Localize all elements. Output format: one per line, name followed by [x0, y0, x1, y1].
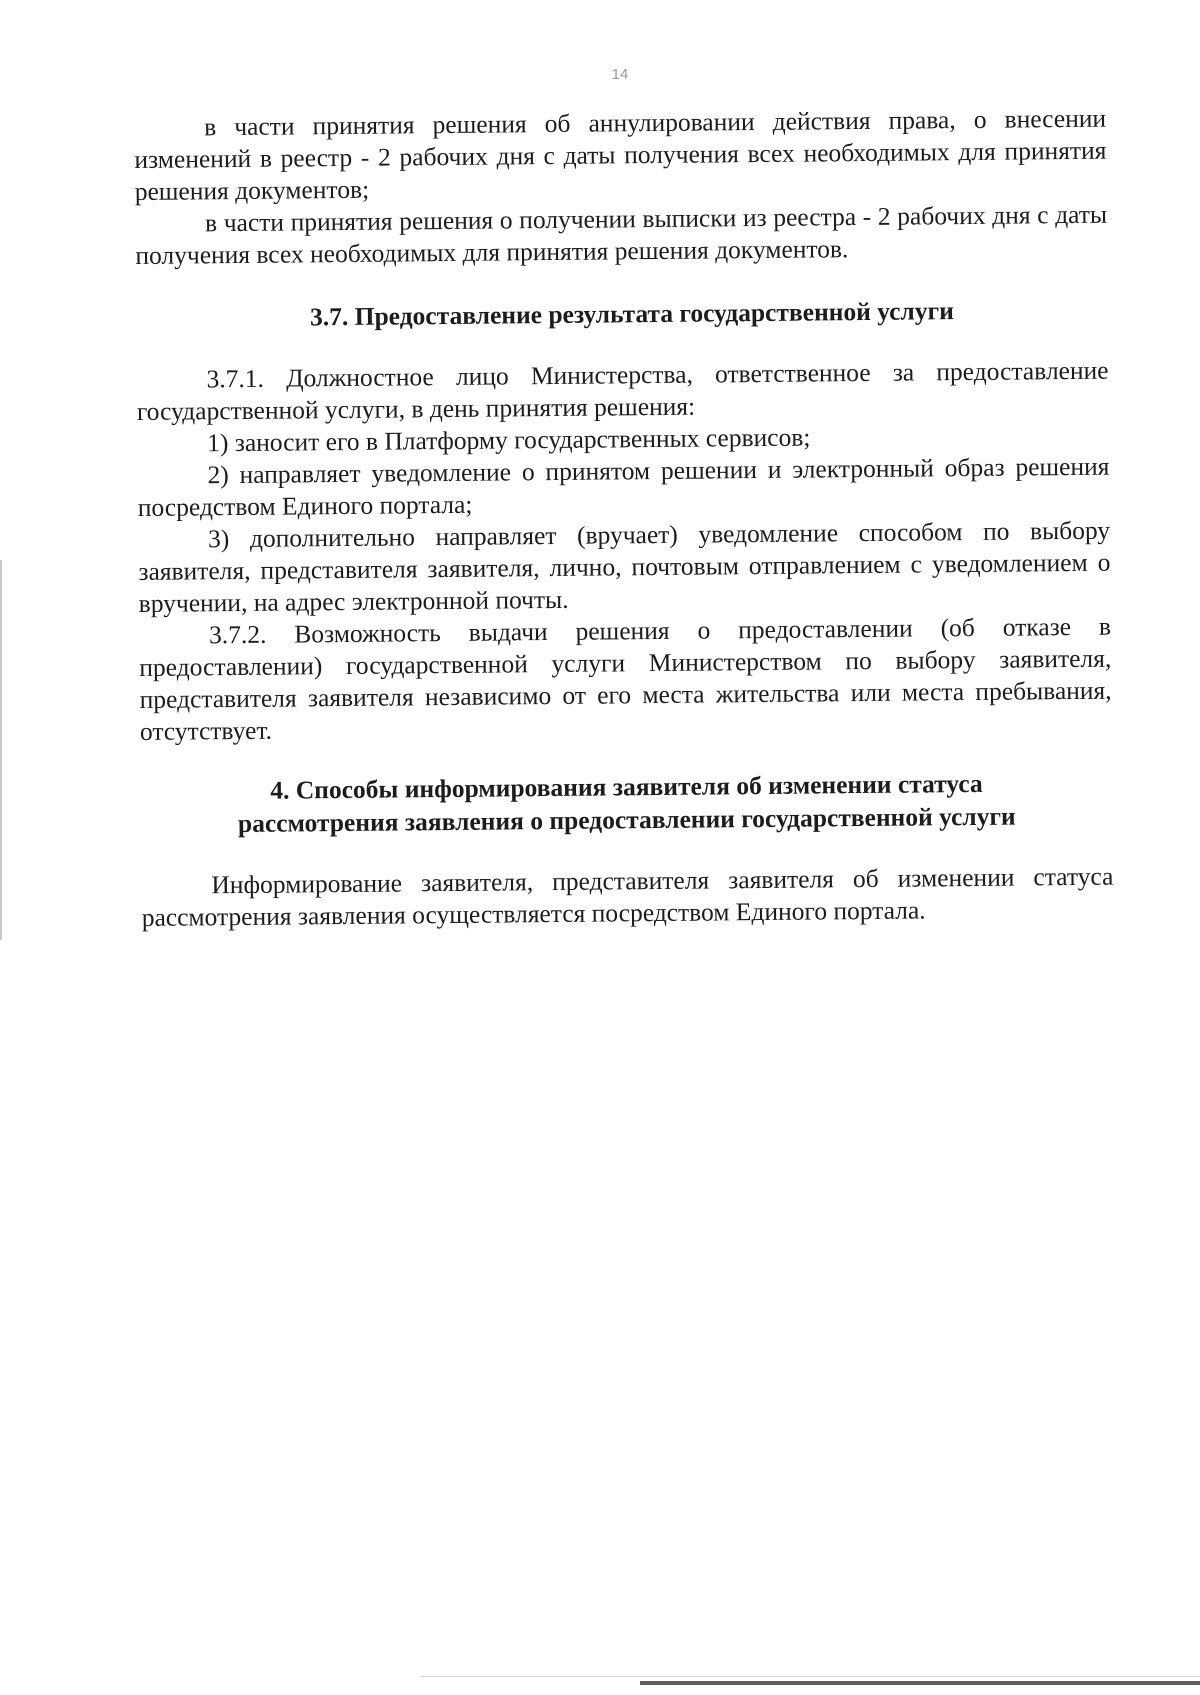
scan-edge-bottom-faint [420, 1676, 1200, 1677]
point-3-7-2: 3.7.2. Возможность выдачи решения о предоставлении (об отказе в предоставлении) государственной услуги Министерством по выбору заявителя, представителя заявителя независимо от его места жительства или места пребывания, отсутствует. [139, 611, 1112, 746]
list-item-1: 1) заносит его в Платформу государственных сервисов; [207, 422, 811, 458]
paragraph-annulment-deadline: в части принятия решения об аннулировании действия права, о внесении изменений в реестр - 2 рабочих дня с даты получения всех необходимых для принятия решения документов; [134, 103, 1107, 206]
paragraph-extract-deadline: в части принятия решения о получении выписки из реестра - 2 рабочих дня с даты получения всех необходимых для принятия решения документов. [135, 199, 1108, 270]
section-3-7-heading: 3.7. Предоставление результата государственной услуги [309, 296, 954, 332]
scan-edge-left [0, 560, 2, 940]
scan-edge-bottom [640, 1681, 1200, 1685]
section-4-heading-line2: рассмотрения заявления о предоставлении государственной услуги [237, 801, 1016, 839]
page-number: 14 [611, 66, 629, 83]
point-3-7-1-intro: 3.7.1. Должностное лицо Министерства, ответственное за предоставление государственной услуги, в день принятия решения: [136, 355, 1109, 426]
list-item-3: 3) дополнительно направляет (вручает) уведомление способом по выбору заявителя, представителя заявителя, лично, почтовым отправлением с уведомлением о вручении, на адрес электронной почты. [138, 515, 1111, 618]
section-4-heading-line1: 4. Способы информирования заявителя об изменении статуса [270, 768, 983, 805]
page-content [134, 103, 1114, 934]
section-4-text: Информирование заявителя, представителя заявителя об изменении статуса рассмотрения заявления осуществляется посредством Единого портала. [141, 861, 1114, 932]
list-item-2: 2) направляет уведомление о принятом решении и электронный образ решения посредством Единого портала; [137, 451, 1110, 522]
section-4-heading [140, 766, 1113, 841]
